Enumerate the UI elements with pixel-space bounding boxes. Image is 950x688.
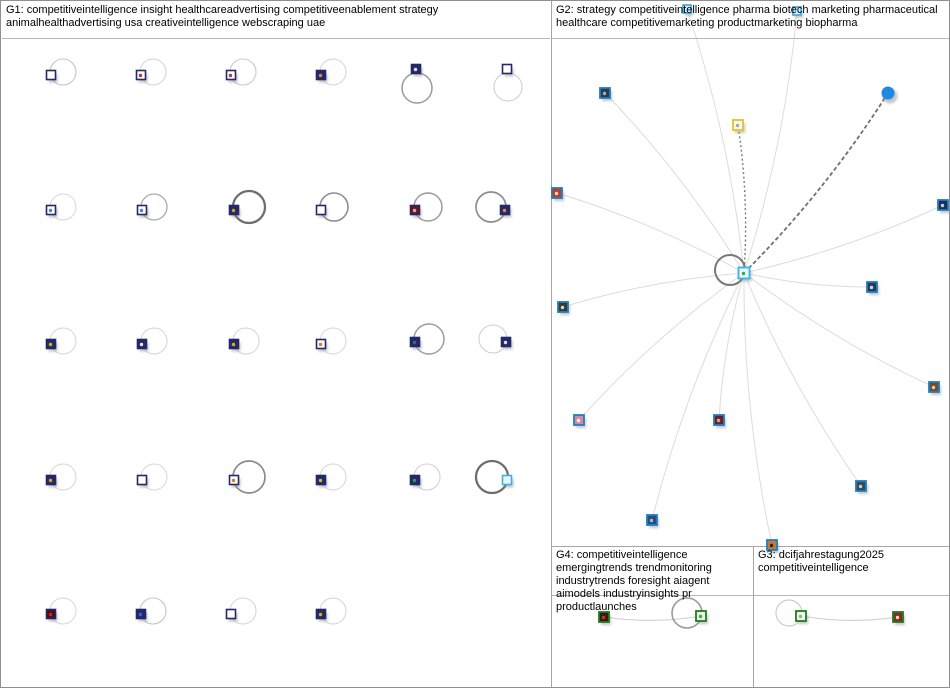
g2-edge xyxy=(744,205,943,273)
group-label-g1: G1: competitiveintelligence insight healthcareadvertising competitiveenablement strategy animalhealthadvertising usa creativeintelligence webscraping uae xyxy=(2,2,550,39)
g1-vertex-glyph xyxy=(49,343,52,346)
g2-vertex-glyph xyxy=(561,306,564,309)
g1-vertex-glyph xyxy=(319,613,322,616)
g1-vertex[interactable] xyxy=(317,206,326,215)
g1-vertex-self-loop-edge xyxy=(494,73,522,101)
g2-vertex-glyph xyxy=(717,419,720,422)
group-label-g3: G3: dcifjahrestagung2025 competitiveintelligence xyxy=(754,547,950,596)
g1-vertex-glyph xyxy=(140,343,143,346)
g1-vertex-glyph xyxy=(139,74,142,77)
g2-vertex-glyph xyxy=(603,92,606,95)
g1-vertex-glyph xyxy=(49,209,52,212)
g2-vertex-glyph xyxy=(870,286,873,289)
g1-vertex-glyph xyxy=(319,74,322,77)
g1-vertex[interactable] xyxy=(227,610,236,619)
g2-vertex-glyph xyxy=(736,124,739,127)
g2-vertex-glyph xyxy=(577,419,580,422)
g2-vertex-glyph xyxy=(932,386,935,389)
g1-vertex-glyph xyxy=(49,613,52,616)
g2-vertex-glyph xyxy=(859,485,862,488)
g1-vertex[interactable] xyxy=(138,476,147,485)
g1-vertex-glyph xyxy=(140,209,143,212)
g1-vertex-glyph xyxy=(413,479,416,482)
g1-vertex-glyph xyxy=(504,341,507,344)
g1-vertex-glyph xyxy=(229,74,232,77)
g3-edge xyxy=(801,616,898,620)
g2-edge xyxy=(744,11,797,273)
g2-edge xyxy=(744,93,888,273)
g2-edge xyxy=(744,273,872,287)
g2-edge xyxy=(652,273,744,520)
g1-vertex-self-loop-edge xyxy=(402,73,432,103)
g1-vertex-glyph xyxy=(232,209,235,212)
g1-vertex-glyph xyxy=(503,209,506,212)
g2-edge xyxy=(744,273,772,545)
g1-vertex-glyph xyxy=(232,479,235,482)
g1-vertex-glyph xyxy=(413,341,416,344)
group-label-g4: G4: competitiveintelligence emergingtrends trendmonitoring industrytrends foresight aiagent aimodels industryinsights pr productlaunches xyxy=(552,547,753,596)
g2-vertex-glyph xyxy=(555,192,558,195)
g1-vertex-glyph xyxy=(319,479,322,482)
g2-edge xyxy=(557,193,744,273)
g2-edge xyxy=(719,273,744,420)
g1-vertex-glyph xyxy=(49,479,52,482)
g2-edge xyxy=(744,273,934,387)
g1-vertex-glyph xyxy=(319,343,322,346)
g2-edge xyxy=(744,273,861,486)
g1-vertex-glyph xyxy=(414,68,417,71)
g1-vertex[interactable] xyxy=(503,65,512,74)
g2-vertex-glyph xyxy=(941,204,944,207)
g2-edge xyxy=(687,9,744,273)
g1-vertex[interactable] xyxy=(503,476,512,485)
g1-vertex-glyph xyxy=(232,343,235,346)
g1-vertex-glyph xyxy=(413,209,416,212)
g2-vertex-disk[interactable] xyxy=(882,87,895,100)
g2-edge xyxy=(579,273,744,420)
g3-vertex-glyph xyxy=(896,616,899,619)
g2-vertex-glyph xyxy=(650,519,653,522)
g4-vertex-glyph xyxy=(699,615,702,618)
g3-vertex-glyph xyxy=(799,615,802,618)
g1-vertex[interactable] xyxy=(47,71,56,80)
g4-edge xyxy=(604,616,701,620)
g2-vertex-glyph xyxy=(742,272,745,275)
g4-vertex-glyph xyxy=(602,616,605,619)
g1-vertex-glyph xyxy=(139,613,142,616)
group-label-g2: G2: strategy competitiveintelligence pharma biotech marketing pharmaceutical healthcare competitivemarketing productmarketing biopharma xyxy=(552,2,950,39)
g2-edge xyxy=(605,93,744,273)
